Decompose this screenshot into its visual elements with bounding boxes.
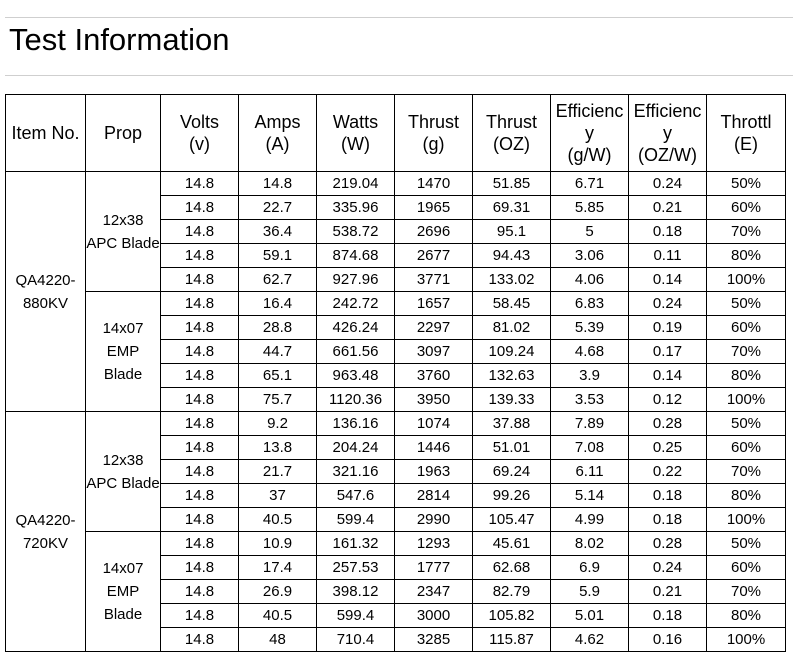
data-cell: 4.99: [551, 508, 629, 532]
data-cell: 3.53: [551, 388, 629, 412]
column-header: [395, 95, 473, 172]
data-cell: 60%: [707, 196, 786, 220]
item-number-line: 720KV: [22, 534, 69, 552]
data-cell: 14.8: [161, 340, 239, 364]
column-header: [161, 95, 239, 172]
data-cell: 0.22: [629, 460, 707, 484]
data-cell: 14.8: [161, 508, 239, 532]
data-cell: 100%: [707, 388, 786, 412]
data-cell: 70%: [707, 220, 786, 244]
data-cell: 17.4: [239, 556, 317, 580]
data-cell: 37: [239, 484, 317, 508]
data-cell: 99.26: [473, 484, 551, 508]
data-cell: 538.72: [317, 220, 395, 244]
data-cell: 81.02: [473, 316, 551, 340]
data-cell: 7.08: [551, 436, 629, 460]
data-cell: 321.16: [317, 460, 395, 484]
prop-line: 12x38: [102, 211, 144, 229]
data-cell: 0.24: [629, 172, 707, 196]
data-cell: 2677: [395, 244, 473, 268]
column-header: [317, 95, 395, 172]
data-cell: 0.16: [629, 628, 707, 652]
data-cell: 136.16: [317, 412, 395, 436]
data-cell: 69.31: [473, 196, 551, 220]
data-cell: 0.11: [629, 244, 707, 268]
data-cell: 105.82: [473, 604, 551, 628]
data-cell: 60%: [707, 316, 786, 340]
data-cell: 6.9: [551, 556, 629, 580]
column-header-line: Prop: [103, 123, 143, 143]
data-cell: 60%: [707, 436, 786, 460]
data-cell: 14.8: [161, 172, 239, 196]
data-cell: 1293: [395, 532, 473, 556]
column-header-line: Throttl: [720, 112, 772, 132]
data-cell: 1965: [395, 196, 473, 220]
column-header-line: Thrust: [485, 112, 537, 132]
data-cell: 4.06: [551, 268, 629, 292]
column-header: [707, 95, 786, 172]
data-cell: 21.7: [239, 460, 317, 484]
data-cell: 115.87: [473, 628, 551, 652]
column-header-line: Thrust: [407, 112, 459, 132]
column-header: [473, 95, 551, 172]
data-cell: 95.1: [473, 220, 551, 244]
data-cell: 257.53: [317, 556, 395, 580]
data-cell: 5: [551, 220, 629, 244]
data-cell: 547.6: [317, 484, 395, 508]
data-cell: 7.89: [551, 412, 629, 436]
data-cell: 0.24: [629, 556, 707, 580]
table-row: [6, 532, 786, 556]
column-header: [239, 95, 317, 172]
data-cell: 599.4: [317, 604, 395, 628]
data-cell: 50%: [707, 292, 786, 316]
data-cell: 1120.36: [317, 388, 395, 412]
column-header-line: y: [663, 123, 672, 143]
prop-line: 12x38: [102, 451, 144, 469]
prop-cell: [86, 172, 161, 292]
page-title: Test Information: [9, 22, 230, 57]
data-cell: 963.48: [317, 364, 395, 388]
top-divider: [5, 17, 793, 18]
prop-line: EMP Blade: [103, 583, 143, 623]
column-header-line: (E): [734, 134, 758, 154]
data-cell: 3.9: [551, 364, 629, 388]
column-header-line: Watts: [332, 112, 379, 132]
column-header-line: y: [585, 123, 594, 143]
data-cell: 14.8: [161, 580, 239, 604]
data-cell: 80%: [707, 364, 786, 388]
data-cell: 14.8: [161, 556, 239, 580]
table-row: [6, 412, 786, 436]
column-header-line: (v): [189, 134, 210, 154]
data-cell: 14.8: [161, 460, 239, 484]
data-cell: 3.06: [551, 244, 629, 268]
data-cell: 0.21: [629, 580, 707, 604]
data-cell: 60%: [707, 556, 786, 580]
data-cell: 50%: [707, 172, 786, 196]
data-cell: 2814: [395, 484, 473, 508]
item-number-cell: [6, 412, 86, 652]
data-cell: 0.14: [629, 364, 707, 388]
data-cell: 0.28: [629, 532, 707, 556]
column-header-line: (W): [341, 134, 370, 154]
prop-cell: [86, 292, 161, 412]
data-cell: 6.11: [551, 460, 629, 484]
data-cell: 927.96: [317, 268, 395, 292]
table-row: [6, 172, 786, 196]
data-cell: 3097: [395, 340, 473, 364]
column-header-line: (g): [422, 134, 445, 154]
data-cell: 69.24: [473, 460, 551, 484]
column-header: [6, 95, 86, 172]
data-cell: 0.24: [629, 292, 707, 316]
data-cell: 14.8: [161, 412, 239, 436]
data-cell: 70%: [707, 580, 786, 604]
data-cell: 426.24: [317, 316, 395, 340]
table-body: [6, 172, 786, 652]
prop-line: APC Blade: [86, 234, 160, 252]
data-cell: 80%: [707, 244, 786, 268]
data-cell: 2990: [395, 508, 473, 532]
test-table: [5, 94, 786, 652]
column-header-line: Amps: [254, 112, 301, 132]
data-cell: 51.01: [473, 436, 551, 460]
data-cell: 14.8: [161, 364, 239, 388]
data-cell: 109.24: [473, 340, 551, 364]
data-cell: 14.8: [161, 628, 239, 652]
data-cell: 0.28: [629, 412, 707, 436]
data-cell: 40.5: [239, 604, 317, 628]
data-cell: 2696: [395, 220, 473, 244]
item-number-cell: [6, 172, 86, 412]
data-cell: 14.8: [161, 604, 239, 628]
data-cell: 100%: [707, 268, 786, 292]
data-cell: 100%: [707, 628, 786, 652]
data-cell: 398.12: [317, 580, 395, 604]
data-cell: 0.19: [629, 316, 707, 340]
data-cell: 14.8: [161, 292, 239, 316]
data-cell: 0.18: [629, 484, 707, 508]
prop-cell: [86, 412, 161, 532]
data-cell: 37.88: [473, 412, 551, 436]
data-cell: 3950: [395, 388, 473, 412]
item-number-line: QA4220-: [15, 271, 76, 289]
data-cell: 45.61: [473, 532, 551, 556]
data-cell: 6.71: [551, 172, 629, 196]
data-cell: 13.8: [239, 436, 317, 460]
column-header: [551, 95, 629, 172]
data-cell: 50%: [707, 412, 786, 436]
data-cell: 16.4: [239, 292, 317, 316]
prop-line: 14x07: [102, 560, 144, 577]
prop-cell: [86, 532, 161, 652]
page: [5, 17, 793, 648]
data-cell: 0.18: [629, 220, 707, 244]
item-number-line: 880KV: [22, 294, 69, 312]
data-cell: 14.8: [161, 268, 239, 292]
data-cell: 6.83: [551, 292, 629, 316]
data-cell: 133.02: [473, 268, 551, 292]
data-cell: 139.33: [473, 388, 551, 412]
data-cell: 242.72: [317, 292, 395, 316]
data-cell: 4.62: [551, 628, 629, 652]
data-cell: 94.43: [473, 244, 551, 268]
data-cell: 14.8: [161, 532, 239, 556]
data-cell: 335.96: [317, 196, 395, 220]
prop-line: 14x07: [102, 320, 144, 337]
data-cell: 75.7: [239, 388, 317, 412]
data-cell: 1446: [395, 436, 473, 460]
column-header-line: Efficienc: [633, 101, 702, 121]
data-cell: 0.25: [629, 436, 707, 460]
prop-line: EMP Blade: [103, 343, 143, 383]
data-cell: 0.12: [629, 388, 707, 412]
item-number-line: QA4220-: [15, 511, 76, 529]
data-cell: 204.24: [317, 436, 395, 460]
data-cell: 14.8: [161, 436, 239, 460]
data-cell: 5.9: [551, 580, 629, 604]
data-cell: 1657: [395, 292, 473, 316]
data-cell: 14.8: [239, 172, 317, 196]
data-cell: 0.21: [629, 196, 707, 220]
column-header-line: (A): [265, 134, 290, 154]
data-cell: 5.14: [551, 484, 629, 508]
data-cell: 2297: [395, 316, 473, 340]
data-cell: 80%: [707, 604, 786, 628]
data-cell: 0.17: [629, 340, 707, 364]
data-cell: 10.9: [239, 532, 317, 556]
data-cell: 0.14: [629, 268, 707, 292]
data-cell: 0.18: [629, 508, 707, 532]
data-cell: 62.7: [239, 268, 317, 292]
data-cell: 132.63: [473, 364, 551, 388]
data-cell: 59.1: [239, 244, 317, 268]
data-cell: 1777: [395, 556, 473, 580]
data-cell: 82.79: [473, 580, 551, 604]
data-cell: 58.45: [473, 292, 551, 316]
data-cell: 14.8: [161, 244, 239, 268]
header-row: [6, 95, 786, 172]
data-cell: 161.32: [317, 532, 395, 556]
column-header: [86, 95, 161, 172]
data-cell: 65.1: [239, 364, 317, 388]
data-cell: 661.56: [317, 340, 395, 364]
data-cell: 1074: [395, 412, 473, 436]
data-cell: 26.9: [239, 580, 317, 604]
data-cell: 3771: [395, 268, 473, 292]
data-cell: 70%: [707, 340, 786, 364]
column-header-line: (OZ): [493, 134, 530, 154]
data-cell: 44.7: [239, 340, 317, 364]
column-header-line: (g/W): [567, 145, 612, 165]
column-header-line: Efficienc: [555, 101, 624, 121]
data-cell: 105.47: [473, 508, 551, 532]
column-header: [629, 95, 707, 172]
data-cell: 36.4: [239, 220, 317, 244]
data-cell: 48: [239, 628, 317, 652]
data-cell: 80%: [707, 484, 786, 508]
data-cell: 28.8: [239, 316, 317, 340]
data-cell: 14.8: [161, 316, 239, 340]
data-cell: 14.8: [161, 220, 239, 244]
data-cell: 3760: [395, 364, 473, 388]
prop-line: APC Blade: [86, 474, 160, 492]
data-cell: 2347: [395, 580, 473, 604]
column-header-line: Volts: [179, 112, 220, 132]
data-cell: 4.68: [551, 340, 629, 364]
data-cell: 62.68: [473, 556, 551, 580]
data-cell: 70%: [707, 460, 786, 484]
data-cell: 100%: [707, 508, 786, 532]
data-cell: 1963: [395, 460, 473, 484]
column-header-line: (OZ/W): [638, 145, 697, 165]
data-cell: 1470: [395, 172, 473, 196]
data-cell: 3000: [395, 604, 473, 628]
data-cell: 5.39: [551, 316, 629, 340]
data-cell: 0.18: [629, 604, 707, 628]
data-cell: 219.04: [317, 172, 395, 196]
data-cell: 874.68: [317, 244, 395, 268]
data-cell: 9.2: [239, 412, 317, 436]
column-header-line: Item No.: [11, 123, 80, 143]
data-cell: 40.5: [239, 508, 317, 532]
data-cell: 14.8: [161, 388, 239, 412]
data-cell: 50%: [707, 532, 786, 556]
data-cell: 5.85: [551, 196, 629, 220]
data-cell: 14.8: [161, 196, 239, 220]
data-cell: 710.4: [317, 628, 395, 652]
data-cell: 3285: [395, 628, 473, 652]
data-cell: 8.02: [551, 532, 629, 556]
title-divider: [5, 75, 793, 76]
data-cell: 14.8: [161, 484, 239, 508]
data-cell: 599.4: [317, 508, 395, 532]
table-row: [6, 292, 786, 316]
data-cell: 5.01: [551, 604, 629, 628]
data-cell: 22.7: [239, 196, 317, 220]
data-cell: 51.85: [473, 172, 551, 196]
